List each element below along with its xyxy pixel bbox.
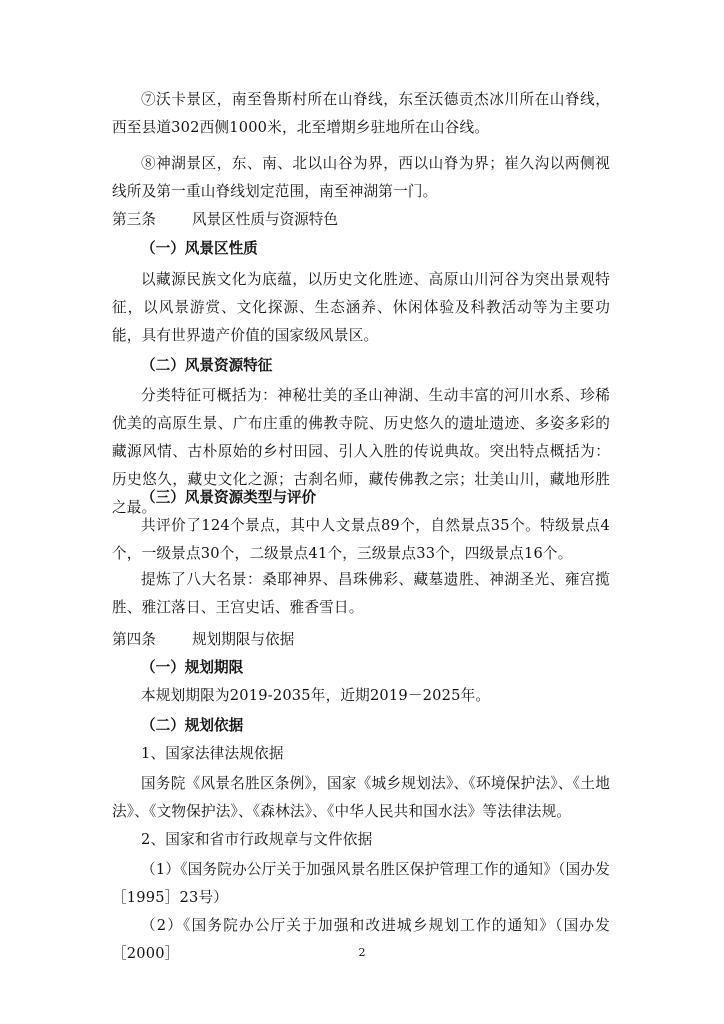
item-administrative-rules-title: 2、国家和省市行政规章与文件依据: [141, 831, 373, 848]
paragraph-shenhu-scenic-area: ⑧神湖景区，东、南、北以山谷为界，西以山脊为界；崔久沟以两侧视线所及第一重山脊线划定范围，南至神湖第一门。: [112, 155, 610, 200]
page-number: 2: [358, 946, 366, 959]
article-3-title: 风景区性质与资源特色: [192, 211, 338, 228]
section-resource-evaluation-heading: （三）风景资源类型与评价: [141, 489, 317, 506]
article-4-title: 规划期限与依据: [192, 631, 295, 648]
paragraph-wokha-scenic-area: ⑦沃卡景区，南至鲁斯村所在山脊线，东至沃德贡杰冰川所在山脊线，西至县道302西侧1000米，北至增期乡驻地所在山谷线。: [112, 91, 610, 136]
paragraph-eight-famous-scenes: 提炼了八大名景：桑耶神界、昌珠佛彩、藏墓遗胜、神湖圣光、雍宫揽胜、雅江落日、王宫史话、雅香雪日。: [112, 571, 610, 616]
item-national-laws-title: 1、国家法律法规依据: [141, 745, 284, 762]
article-3-number: 第三条: [112, 211, 156, 228]
paragraph-resource-features: 分类特征可概括为：神秘壮美的圣山神湖、生动丰富的河川水系、珍稀优美的高原生景、广布庄重的佛教寺院、历史悠久的遗址遗迹、多姿多彩的藏源风情、古朴原始的乡村田园、引人入胜的传说典故。突出特点概括为：历史悠久，藏史文化之源；古刹名师，藏传佛教之宗；壮美山川，藏地形胜之最。: [112, 387, 610, 516]
section-nature-heading: （一）风景区性质: [141, 240, 258, 257]
paragraph-nature: 以藏源民族文化为底蕴，以历史文化胜迹、高原山川河谷为突出景观特征，以风景游赏、文化探源、生态涵养、休闲体验及科教活动等为主要功能，具有世界遗产价值的国家级风景区。: [112, 271, 610, 344]
paragraph-planning-period: 本规划期限为2019-2035年，近期2019－2025年。: [141, 687, 491, 704]
section-resource-features-heading: （二）风景资源特征: [141, 357, 273, 374]
section-planning-basis-heading: （二）规划依据: [141, 717, 244, 734]
article-4-number: 第四条: [112, 631, 156, 648]
paragraph-resource-evaluation: 共评价了124个景点，其中人文景点89个，自然景点35个。特级景点4个，一级景点30个，二级景点41个，三级景点33个，四级景点16个。: [112, 517, 610, 562]
article-4-heading: [112, 626, 610, 654]
paragraph-notice-1995: （1）《国务院办公厅关于加强风景名胜区保护管理工作的通知》（国办发［1995］23号）: [112, 861, 610, 906]
section-planning-period-heading: （一）规划期限: [141, 659, 244, 676]
article-3-heading: [112, 206, 610, 234]
paragraph-notice-2000: （2）《国务院办公厅关于加强和改进城乡规划工作的通知》（国办发［2000］: [112, 917, 610, 962]
paragraph-national-laws: 国务院《风景名胜区条例》，国家《城乡规划法》、《环境保护法》、《土地法》、《文物保护法》、《森林法》、《中华人民共和国水法》等法律法规。: [112, 775, 610, 820]
